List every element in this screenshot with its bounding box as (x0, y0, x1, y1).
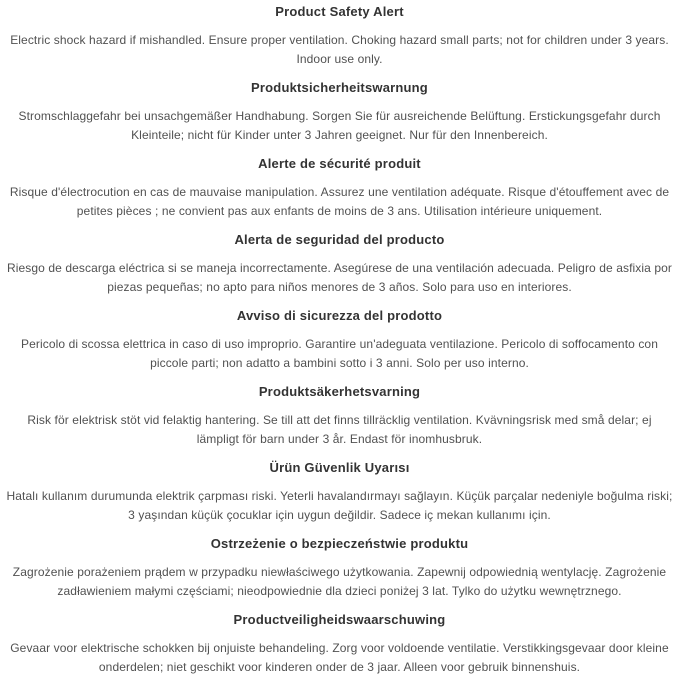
safety-section-dutch (5, 612, 674, 677)
section-heading-english: Product Safety Alert (275, 4, 404, 19)
section-body-polish: Zagrożenie porażeniem prądem w przypadku niewłaściwego użytkowania. Zapewnij odpowiednią wentylację. Zagrożenie zadławieniem małymi częściami; nieodpowiednie dla dzieci poniżej 3 lat. Tylko do użytku wewnętrznego. (12, 565, 667, 598)
safety-section-english (5, 4, 674, 69)
section-body-dutch: Gevaar voor elektrische schokken bij onjuiste behandeling. Zorg voor voldoende ventilatie. Verstikkingsgevaar door kleine onderdelen; niet geschikt voor kinderen onder de 3 jaar. Alleen voor gebruik binnenshuis. (10, 641, 669, 674)
safety-section-spanish (5, 232, 674, 297)
section-heading-spanish: Alerta de seguridad del producto (234, 232, 445, 247)
section-body-english: Electric shock hazard if mishandled. Ensure proper ventilation. Choking hazard small parts; not for children under 3 years. Indoor use only. (10, 33, 669, 66)
safety-section-italian (5, 308, 674, 373)
section-heading-german: Produktsicherheitswarnung (251, 80, 428, 95)
section-heading-italian: Avviso di sicurezza del prodotto (236, 308, 443, 323)
section-heading-dutch: Productveiligheidswaarschuwing (233, 612, 446, 627)
section-body-swedish: Risk för elektrisk stöt vid felaktig hantering. Se till att det finns tillräcklig ventilation. Kvävningsrisk med små delar; ej lämpligt för barn under 3 år. Endast för inomhusbruk. (27, 413, 652, 446)
section-body-french: Risque d'électrocution en cas de mauvaise manipulation. Assurez une ventilation adéquate. Risque d'étouffement avec de petites pièces ; ne convient pas aux enfants de moins de 3 ans. Utilisation intérieure uniquement. (9, 185, 670, 218)
safety-section-german (5, 80, 674, 145)
section-heading-polish: Ostrzeżenie o bezpieczeństwie produktu (210, 536, 469, 551)
section-heading-french: Alerte de sécurité produit (258, 156, 421, 171)
section-heading-turkish: Ürün Güvenlik Uyarısı (269, 460, 410, 475)
safety-section-french (5, 156, 674, 221)
safety-section-swedish (5, 384, 674, 449)
safety-section-turkish (5, 460, 674, 525)
section-body-italian: Pericolo di scossa elettrica in caso di uso improprio. Garantire un'adeguata ventilazione. Pericolo di soffocamento con piccole parti; non adatto a bambini sotto i 3 anni. Solo per uso interno. (21, 337, 658, 370)
safety-section-polish (5, 536, 674, 601)
section-heading-swedish: Produktsäkerhetsvarning (258, 384, 421, 399)
section-body-spanish: Riesgo de descarga eléctrica si se maneja incorrectamente. Asegúrese de una ventilación adecuada. Peligro de asfixia por piezas pequeñas; no apto para niños menores de 3 años. Solo para uso en interiores. (6, 261, 673, 294)
section-body-german: Stromschlaggefahr bei unsachgemäßer Handhabung. Sorgen Sie für ausreichende Belüftung. Erstickungsgefahr durch Kleinteile; nicht für Kinder unter 3 Jahren geeignet. Nur für den Innenbereich. (18, 109, 661, 142)
section-body-turkish: Hatalı kullanım durumunda elektrik çarpması riski. Yeterli havalandırmayı sağlayın. Küçük parçalar nedeniyle boğulma riski; 3 yaşından küçük çocuklar için uygun değildir. Sadece iç mekan kullanımı için. (6, 489, 673, 522)
